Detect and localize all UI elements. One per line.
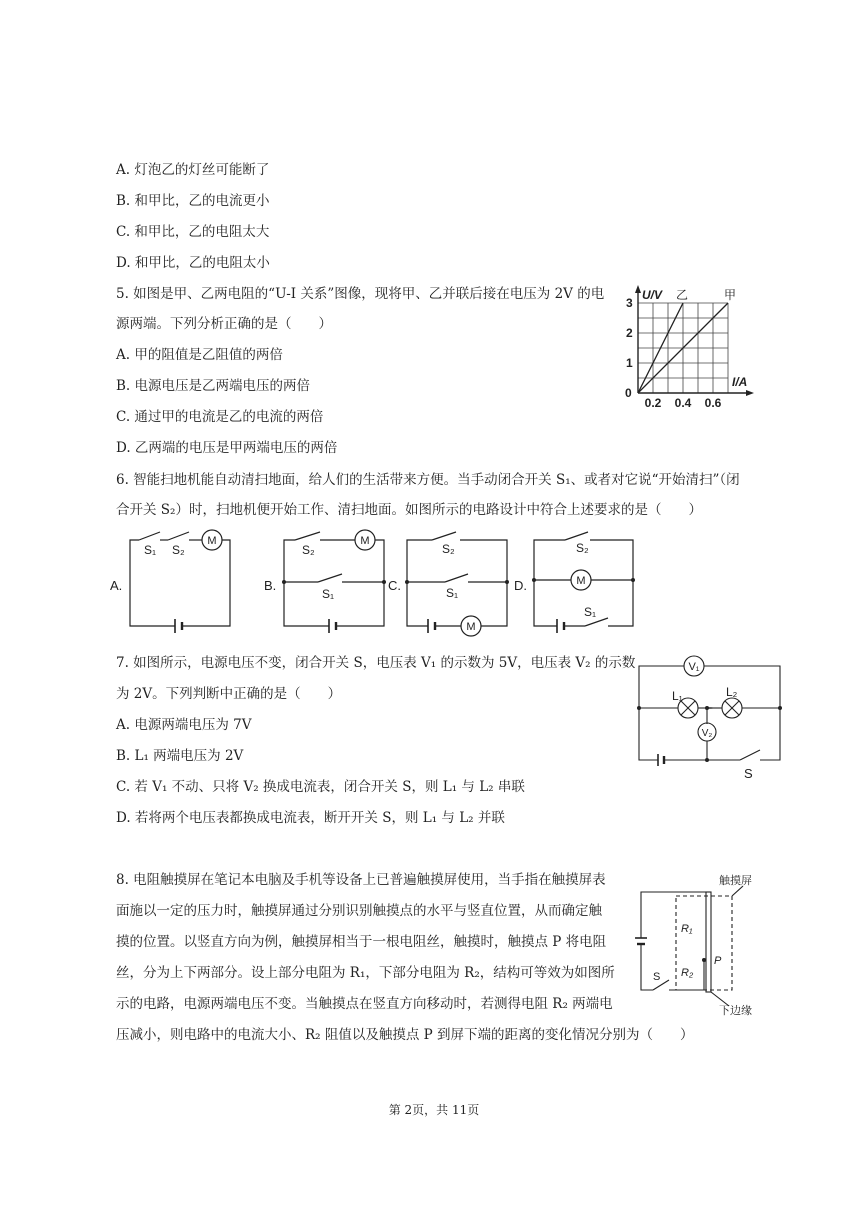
- q7-stem-line1: 7. 如图所示，电源电压不变，闭合开关 S，电压表 V₁ 的示数为 5V，电压表 V₂ 的示数: [116, 655, 636, 671]
- q6-c-s2: S₂: [442, 542, 455, 556]
- q4-option-c: C. 和甲比，乙的电阻太大: [116, 224, 270, 240]
- q6-c-s1: S₁: [446, 586, 459, 600]
- q5-option-c: C. 通过甲的电流是乙的电流的两倍: [116, 409, 324, 425]
- q6-option-a-label: A.: [110, 578, 123, 593]
- q5-y-tick-2: 2: [626, 326, 633, 340]
- q6-option-d-label: D.: [514, 578, 527, 593]
- q8-line5: 示的电路，电源两端电压不变。当触摸点在竖直方向移动时，若测得电阻 R₂ 两端电: [116, 996, 613, 1012]
- q5-option-b: B. 电源电压是乙两端电压的两倍: [116, 378, 311, 394]
- q8-screen-label: 触摸屏: [719, 875, 752, 887]
- q6-b-motor: M: [360, 535, 370, 547]
- q6-option-b-label: B.: [264, 578, 277, 593]
- q5-y-axis-label: U/V: [642, 288, 663, 302]
- q7-stem-line2: 为 2V。下列判断中正确的是（ ）: [116, 686, 342, 702]
- q6-d-s2: S₂: [576, 541, 589, 555]
- q5-x-tick-04: 0.4: [674, 396, 692, 410]
- q7-l2-label: L₂: [726, 685, 738, 699]
- q8-resistance-wire: [706, 892, 711, 992]
- q5-origin-label: 0: [625, 386, 632, 400]
- q8-p-label: P: [714, 955, 722, 967]
- q8-line6: 压减小，则电路中的电流大小、R₂ 阻值以及触摸点 P 到屏下端的距离的变化情况分别为（ ）: [116, 1027, 694, 1043]
- q6-b-s2: S₂: [302, 543, 315, 557]
- q5-option-d: D. 乙两端的电压是甲两端电压的两倍: [116, 440, 338, 456]
- q5-option-a: A. 甲的阻值是乙阻值的两倍: [116, 347, 283, 363]
- q5-y-tick-1: 1: [626, 356, 633, 370]
- q8-line1: 8. 电阻触摸屏在笔记本电脑及手机等设备上已普遍触摸屏使用，当手指在触摸屏表: [116, 872, 606, 888]
- q5-x-axis-label: I/A: [732, 375, 748, 389]
- q8-line3: 摸的位置。以竖直方向为例，触摸屏相当于一根电阻丝，触摸时，触摸点 P 将电阻: [116, 934, 607, 950]
- q4-option-b: B. 和甲比，乙的电流更小: [116, 193, 270, 209]
- q7-switch-label: S: [744, 766, 753, 781]
- q6-stem-line2: 合开关 S₂）时，扫地机便开始工作、清扫地面。如图所示的电路设计中符合上述要求的是（ ）: [116, 502, 702, 518]
- page-footer: 第 2页，共 11页: [388, 1103, 480, 1117]
- q7-v2-label: V₂: [701, 728, 713, 739]
- q8-line4: 丝，分为上下两部分。设上部分电阻为 R₁，下部分电阻为 R₂，结构可等效为如图所: [116, 965, 615, 981]
- q6-b-s1: S₁: [322, 587, 335, 601]
- q6-d-motor: M: [576, 575, 586, 587]
- q6-a-s2: S₂: [172, 543, 185, 557]
- q7-option-d: D. 若将两个电压表都换成电流表，断开开关 S，则 L₁ 与 L₂ 并联: [116, 810, 505, 826]
- q8-r1-label: R₁: [681, 923, 693, 935]
- q5-x-tick-02: 0.2: [644, 396, 662, 410]
- q5-stem-line1: 5. 如图是甲、乙两电阻的“U-I 关系”图像，现将甲、乙并联后接在电压为 2V 的电: [116, 286, 605, 302]
- q7-circuit: [630, 652, 790, 784]
- q6-c-motor: M: [466, 621, 476, 633]
- q6-a-s1: S₁: [144, 543, 157, 557]
- q6-circuit-options: [110, 522, 650, 642]
- q5-stem-line2: 源两端。下列分析正确的是（ ）: [116, 316, 332, 332]
- q6-stem-line1: 6. 智能扫地机能自动清扫地面，给人们的生活带来方便。当手动闭合开关 S₁、或者对它说“开始清扫”（闭: [116, 472, 740, 488]
- q8-r2-label: R₂: [681, 967, 694, 979]
- q7-option-a: A. 电源两端电压为 7V: [116, 717, 252, 733]
- q4-option-d: D. 和甲比，乙的电阻太小: [116, 255, 270, 271]
- q8-line2: 面施以一定的压力时，触摸屏通过分别识别触摸点的水平与竖直位置，从而确定触: [116, 903, 602, 919]
- q7-l1-label: L₁: [672, 689, 683, 703]
- q6-a-motor: M: [207, 535, 217, 547]
- q8-bottom-edge-label: 下边缘: [719, 1005, 752, 1017]
- q8-touchscreen-circuit: [625, 868, 785, 1017]
- q7-v1-label: V₁: [688, 661, 700, 673]
- q6-circuit-c: [407, 532, 507, 636]
- q4-option-a: A. 灯泡乙的灯丝可能断了: [116, 162, 270, 178]
- q8-s-label: S: [653, 971, 661, 983]
- q5-line-yi-label: 乙: [676, 288, 689, 302]
- q5-line-jia-label: 甲: [724, 288, 737, 302]
- q5-x-tick-06: 0.6: [704, 396, 722, 410]
- q5-y-tick-3: 3: [626, 296, 633, 310]
- q5-ui-graph: [620, 282, 760, 412]
- q7-option-c: C. 若 V₁ 不动、只将 V₂ 换成电流表，闭合开关 S，则 L₁ 与 L₂ 串联: [116, 779, 525, 795]
- q6-d-s1: S₁: [584, 605, 597, 619]
- q6-option-c-label: C.: [388, 578, 401, 593]
- q7-option-b: B. L₁ 两端电压为 2V: [116, 748, 244, 764]
